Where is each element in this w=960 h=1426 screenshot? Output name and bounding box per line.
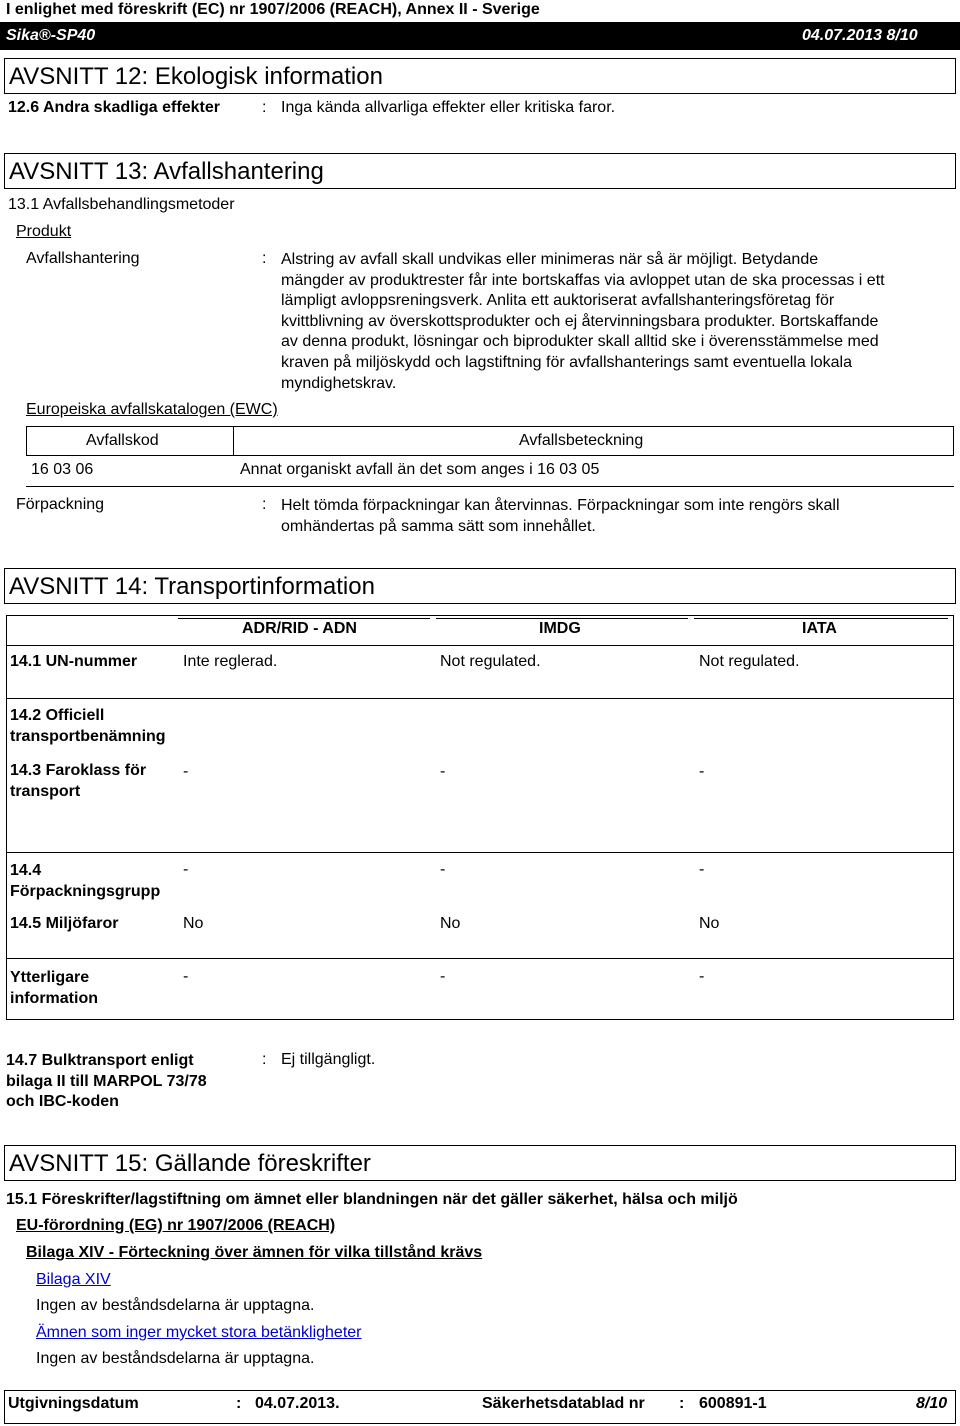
ewc-bottom-line (26, 486, 954, 487)
footer-page: 8/10 (916, 1395, 948, 1412)
footer-sds-number: 600891-1 (699, 1395, 767, 1412)
col-rule-3 (694, 618, 948, 619)
col-imdg: IMDG (539, 620, 581, 637)
row-141-iata: Not regulated. (699, 653, 800, 670)
forpackning-colon: : (262, 496, 267, 513)
svhc-none: Ingen av beståndsdelarna är upptagna. (36, 1350, 315, 1367)
row-143-adr: - (183, 763, 189, 780)
bulk-label: 14.7 Bulktransport enligt bilaga II till MARPOL 73/78 och IBC-koden (6, 1052, 207, 1111)
section-14-heading: AVSNITT 14: Transportinformation (4, 568, 956, 604)
row-143-imdg: - (440, 763, 446, 780)
footer-colon-2: : (679, 1395, 685, 1412)
header-date-page: 04.07.2013 8/10 (802, 27, 918, 44)
row-extra-iata: - (699, 968, 705, 985)
footer-issue-label: Utgivningsdatum (8, 1395, 139, 1412)
section-15-heading: AVSNITT 15: Gällande föreskrifter (4, 1145, 956, 1181)
ewc-code: 16 03 06 (31, 461, 94, 478)
transport-table (6, 615, 954, 1020)
row-sep-1 (6, 698, 954, 699)
bilaga-xiv-none: Ingen av beståndsdelarna är upptagna. (36, 1297, 315, 1314)
s15-subheading: 15.1 Föreskrifter/lagstiftning om ämnet eller blandningen när det gäller säkerhet, hälsa och miljö (6, 1191, 738, 1208)
section-12-heading: AVSNITT 12: Ekologisk information (4, 58, 956, 94)
footer-issue-date: 04.07.2013. (255, 1395, 340, 1412)
col-iata: IATA (802, 620, 837, 637)
footer-box (4, 1390, 956, 1424)
row-142-label: 14.2 Officiell transportbenämning (10, 707, 166, 745)
row-141-label: 14.1 UN-nummer (10, 653, 138, 670)
forpackning-label: Förpackning (16, 496, 105, 513)
row-144-iata: - (699, 861, 705, 878)
row-sep-2 (6, 852, 954, 853)
footer-colon-1: : (236, 1395, 242, 1412)
row-extra-adr: - (183, 968, 189, 985)
document-title: I enlighet med föreskrift (EC) nr 1907/2006 (REACH), Annex II - Sverige (6, 1, 540, 18)
col-adr: ADR/RID - ADN (242, 620, 357, 637)
row-extra-label: Ytterligare information (10, 969, 98, 1007)
row-141-imdg: Not regulated. (440, 653, 541, 670)
ewc-desc: Annat organiskt avfall än det som anges i 16 03 05 (240, 461, 600, 478)
row-145-adr: No (183, 915, 204, 932)
avfallshantering-colon: : (262, 250, 267, 267)
section-13-heading: AVSNITT 13: Avfallshantering (4, 153, 956, 189)
s13-subheading: 13.1 Avfallsbehandlingsmetoder (8, 196, 235, 213)
header-band (0, 22, 960, 50)
col-rule-2 (436, 618, 688, 619)
row-144-adr: - (183, 861, 189, 878)
row-sep-3 (6, 958, 954, 959)
ewc-col-avfallsbeteckning: Avfallsbeteckning (519, 432, 644, 449)
ewc-title: Europeiska avfallskatalogen (EWC) (26, 401, 278, 418)
row-143-iata: - (699, 763, 705, 780)
ewc-col-avfallskod: Avfallskod (86, 432, 159, 449)
row-extra-imdg: - (440, 968, 446, 985)
s12-label: 12.6 Andra skadliga effekter (8, 99, 220, 116)
bulk-colon: : (262, 1051, 267, 1068)
bulk-value: Ej tillgängligt. (281, 1051, 376, 1068)
row-145-imdg: No (440, 915, 461, 932)
product-name: Sika®-SP40 (6, 27, 96, 44)
row-145-iata: No (699, 915, 720, 932)
bilaga-xiv-title: Bilaga XIV - Förteckning över ämnen för vilka tillstånd krävs (26, 1244, 483, 1261)
col-rule-1 (178, 618, 430, 619)
row-144-label: 14.4 Förpackningsgrupp (10, 862, 161, 900)
svhc-link[interactable]: Ämnen som inger mycket stora betänkligheter (36, 1324, 362, 1341)
row-144-imdg: - (440, 861, 446, 878)
s12-value: Inga kända allvarliga effekter eller kritiska faror. (281, 99, 616, 116)
row-145-label: 14.5 Miljöfaror (10, 915, 119, 932)
avfallshantering-text: Alstring av avfall skall undvikas eller minimeras när så är möjligt. Betydande mängder av produktrester får inte bortskaffas via avloppet utan de ska processas i ett lämpligt avloppsreningsverk. Anlita ett auktoriserat avfallshanteringsföretag för kvittblivning av överskottsprodukter och ej återvinningsbara produkter. Bortskaffande av denna produkt, lösningar och biprodukter skall alltid ske i överensstämmelse med kraven på miljöskydd och lagstiftning för avfallshanterings samt eventuella lokala myndighetskrav. (281, 251, 885, 392)
bilaga-xiv-link[interactable]: Bilaga XIV (36, 1271, 111, 1288)
avfallshantering-label: Avfallshantering (26, 250, 140, 267)
row-143-label: 14.3 Faroklass för transport (10, 762, 147, 800)
footer-sds-label: Säkerhetsdatablad nr (482, 1395, 645, 1412)
row-141-adr: Inte reglerad. (183, 653, 278, 670)
eu-regulation: EU-förordning (EG) nr 1907/2006 (REACH) (16, 1217, 336, 1234)
forpackning-text: Helt tömda förpackningar kan återvinnas. Förpackningar som inte rengörs skall omhändertas på samma sätt som innehållet. (281, 497, 840, 535)
s13-produkt: Produkt (16, 223, 72, 240)
row-sep-0 (6, 645, 954, 646)
s12-colon: : (262, 99, 267, 116)
